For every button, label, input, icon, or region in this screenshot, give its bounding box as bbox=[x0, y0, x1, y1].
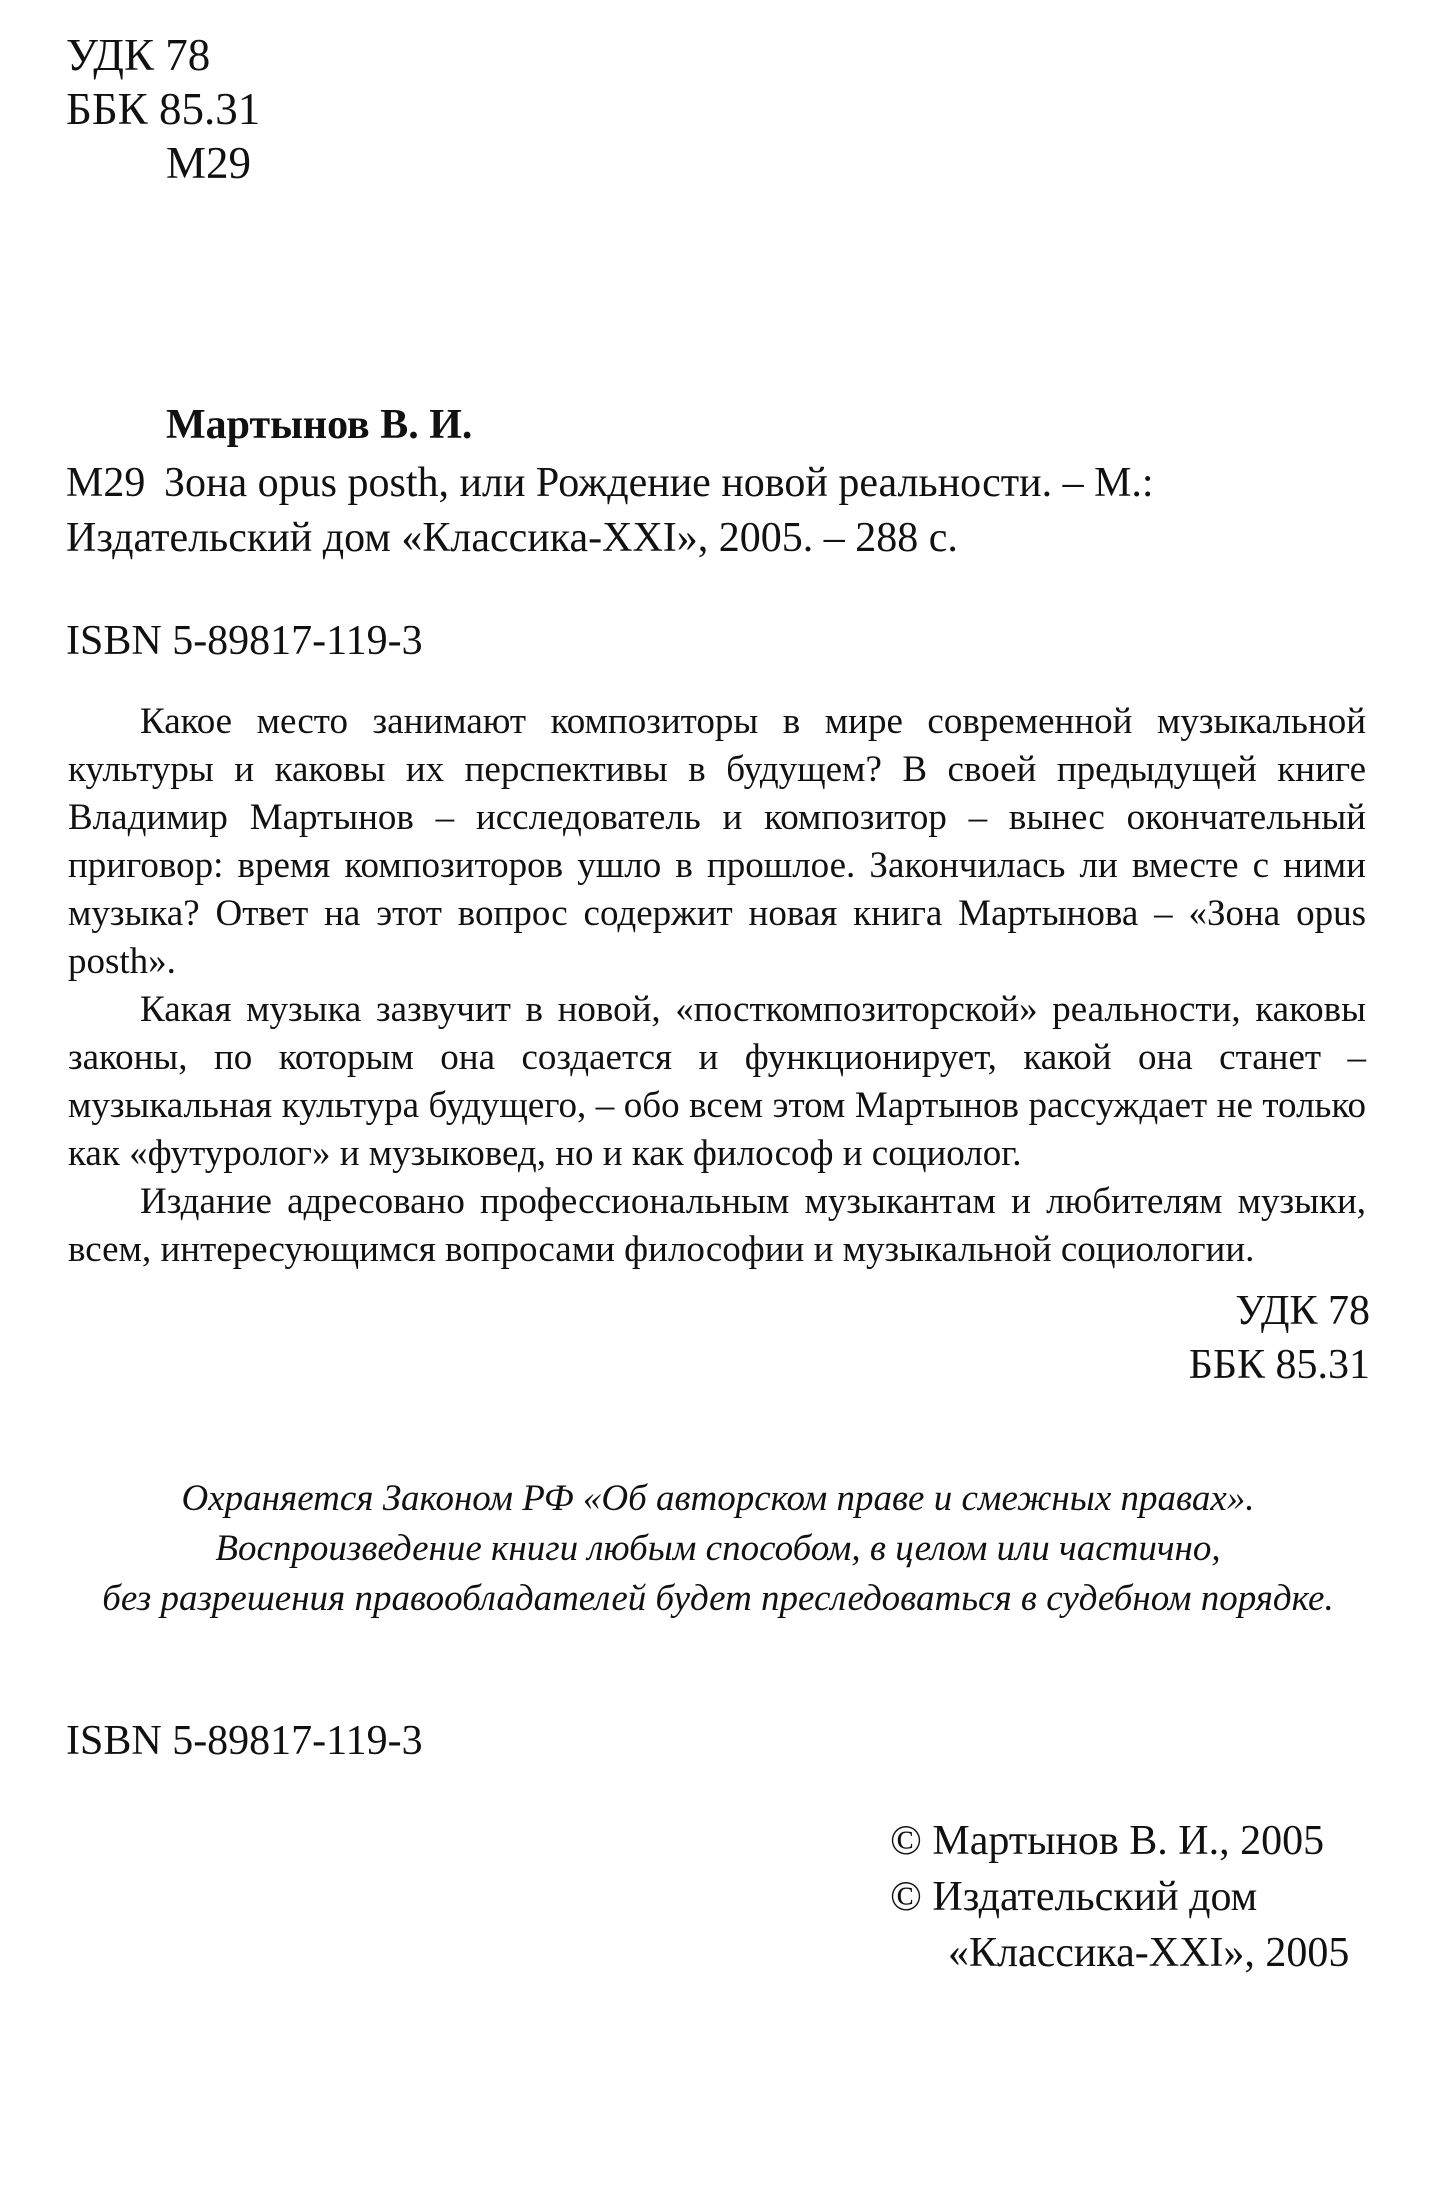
copyright-publisher-name: «Классика-XXI», 2005 bbox=[948, 1930, 1350, 1976]
author-name: Мартынов В. И. bbox=[166, 402, 473, 448]
notice-line-2: Воспроизведение книги любым способом, в целом или частично, bbox=[215, 1528, 1221, 1569]
udk-bottom: УДК 78 bbox=[1235, 1288, 1370, 1334]
bbk-top: ББК 85.31 bbox=[66, 84, 261, 134]
record-publisher-line: Издательский дом «Классика-XXI», 2005. – 288 с. bbox=[66, 515, 958, 561]
annotation-paragraph-2: Какая музыка зазвучит в новой, «посткомпозиторской» реальности, каковы законы, по которым она создается и функционирует, какой она станет – музыкальная культура будущего, – обо всем этом Мартынов рассуждает не только как «футуролог» и музыковед, но и как философ и социолог. bbox=[68, 989, 1366, 1174]
copyright-notice bbox=[60, 1474, 1376, 1624]
bbk-bottom: ББК 85.31 bbox=[1188, 1342, 1370, 1388]
udk-top: УДК 78 bbox=[66, 30, 211, 80]
author-mark-top: М29 bbox=[166, 138, 252, 188]
record-title-line: Зона opus posth, или Рождение новой реальности. – М.: bbox=[164, 460, 1154, 506]
record-mark: М29 bbox=[66, 460, 146, 506]
copyright-publisher: © Издательский дом bbox=[890, 1874, 1258, 1920]
notice-line-3: без разрешения правообладателей будет преследоваться в судебном порядке. bbox=[102, 1578, 1334, 1619]
annotation-paragraph-1: Какое место занимают композиторы в мире современной музыкальной культуры и каковы их перспективы в будущем? В своей предыдущей книге Владимир Мартынов – исследователь и композитор – вынес окончательный приговор: время композиторов ушло в прошлое. Закончилась ли вместе с ними музыка? Ответ на этот вопрос содержит новая книга Мартынова – «Зона opus posth». bbox=[68, 701, 1366, 982]
isbn-bottom: ISBN 5-89817-119-3 bbox=[66, 1718, 423, 1764]
annotation-paragraph-3: Издание адресовано профессиональным музыкантам и любителям музыки, всем, интересующимся вопросами философии и музыкальной социологии. bbox=[68, 1181, 1366, 1270]
record-isbn: ISBN 5-89817-119-3 bbox=[66, 618, 423, 664]
notice-line-1: Охраняется Законом РФ «Об авторском праве и смежных правах». bbox=[181, 1478, 1255, 1519]
copyright-author: © Мартынов В. И., 2005 bbox=[890, 1818, 1325, 1864]
